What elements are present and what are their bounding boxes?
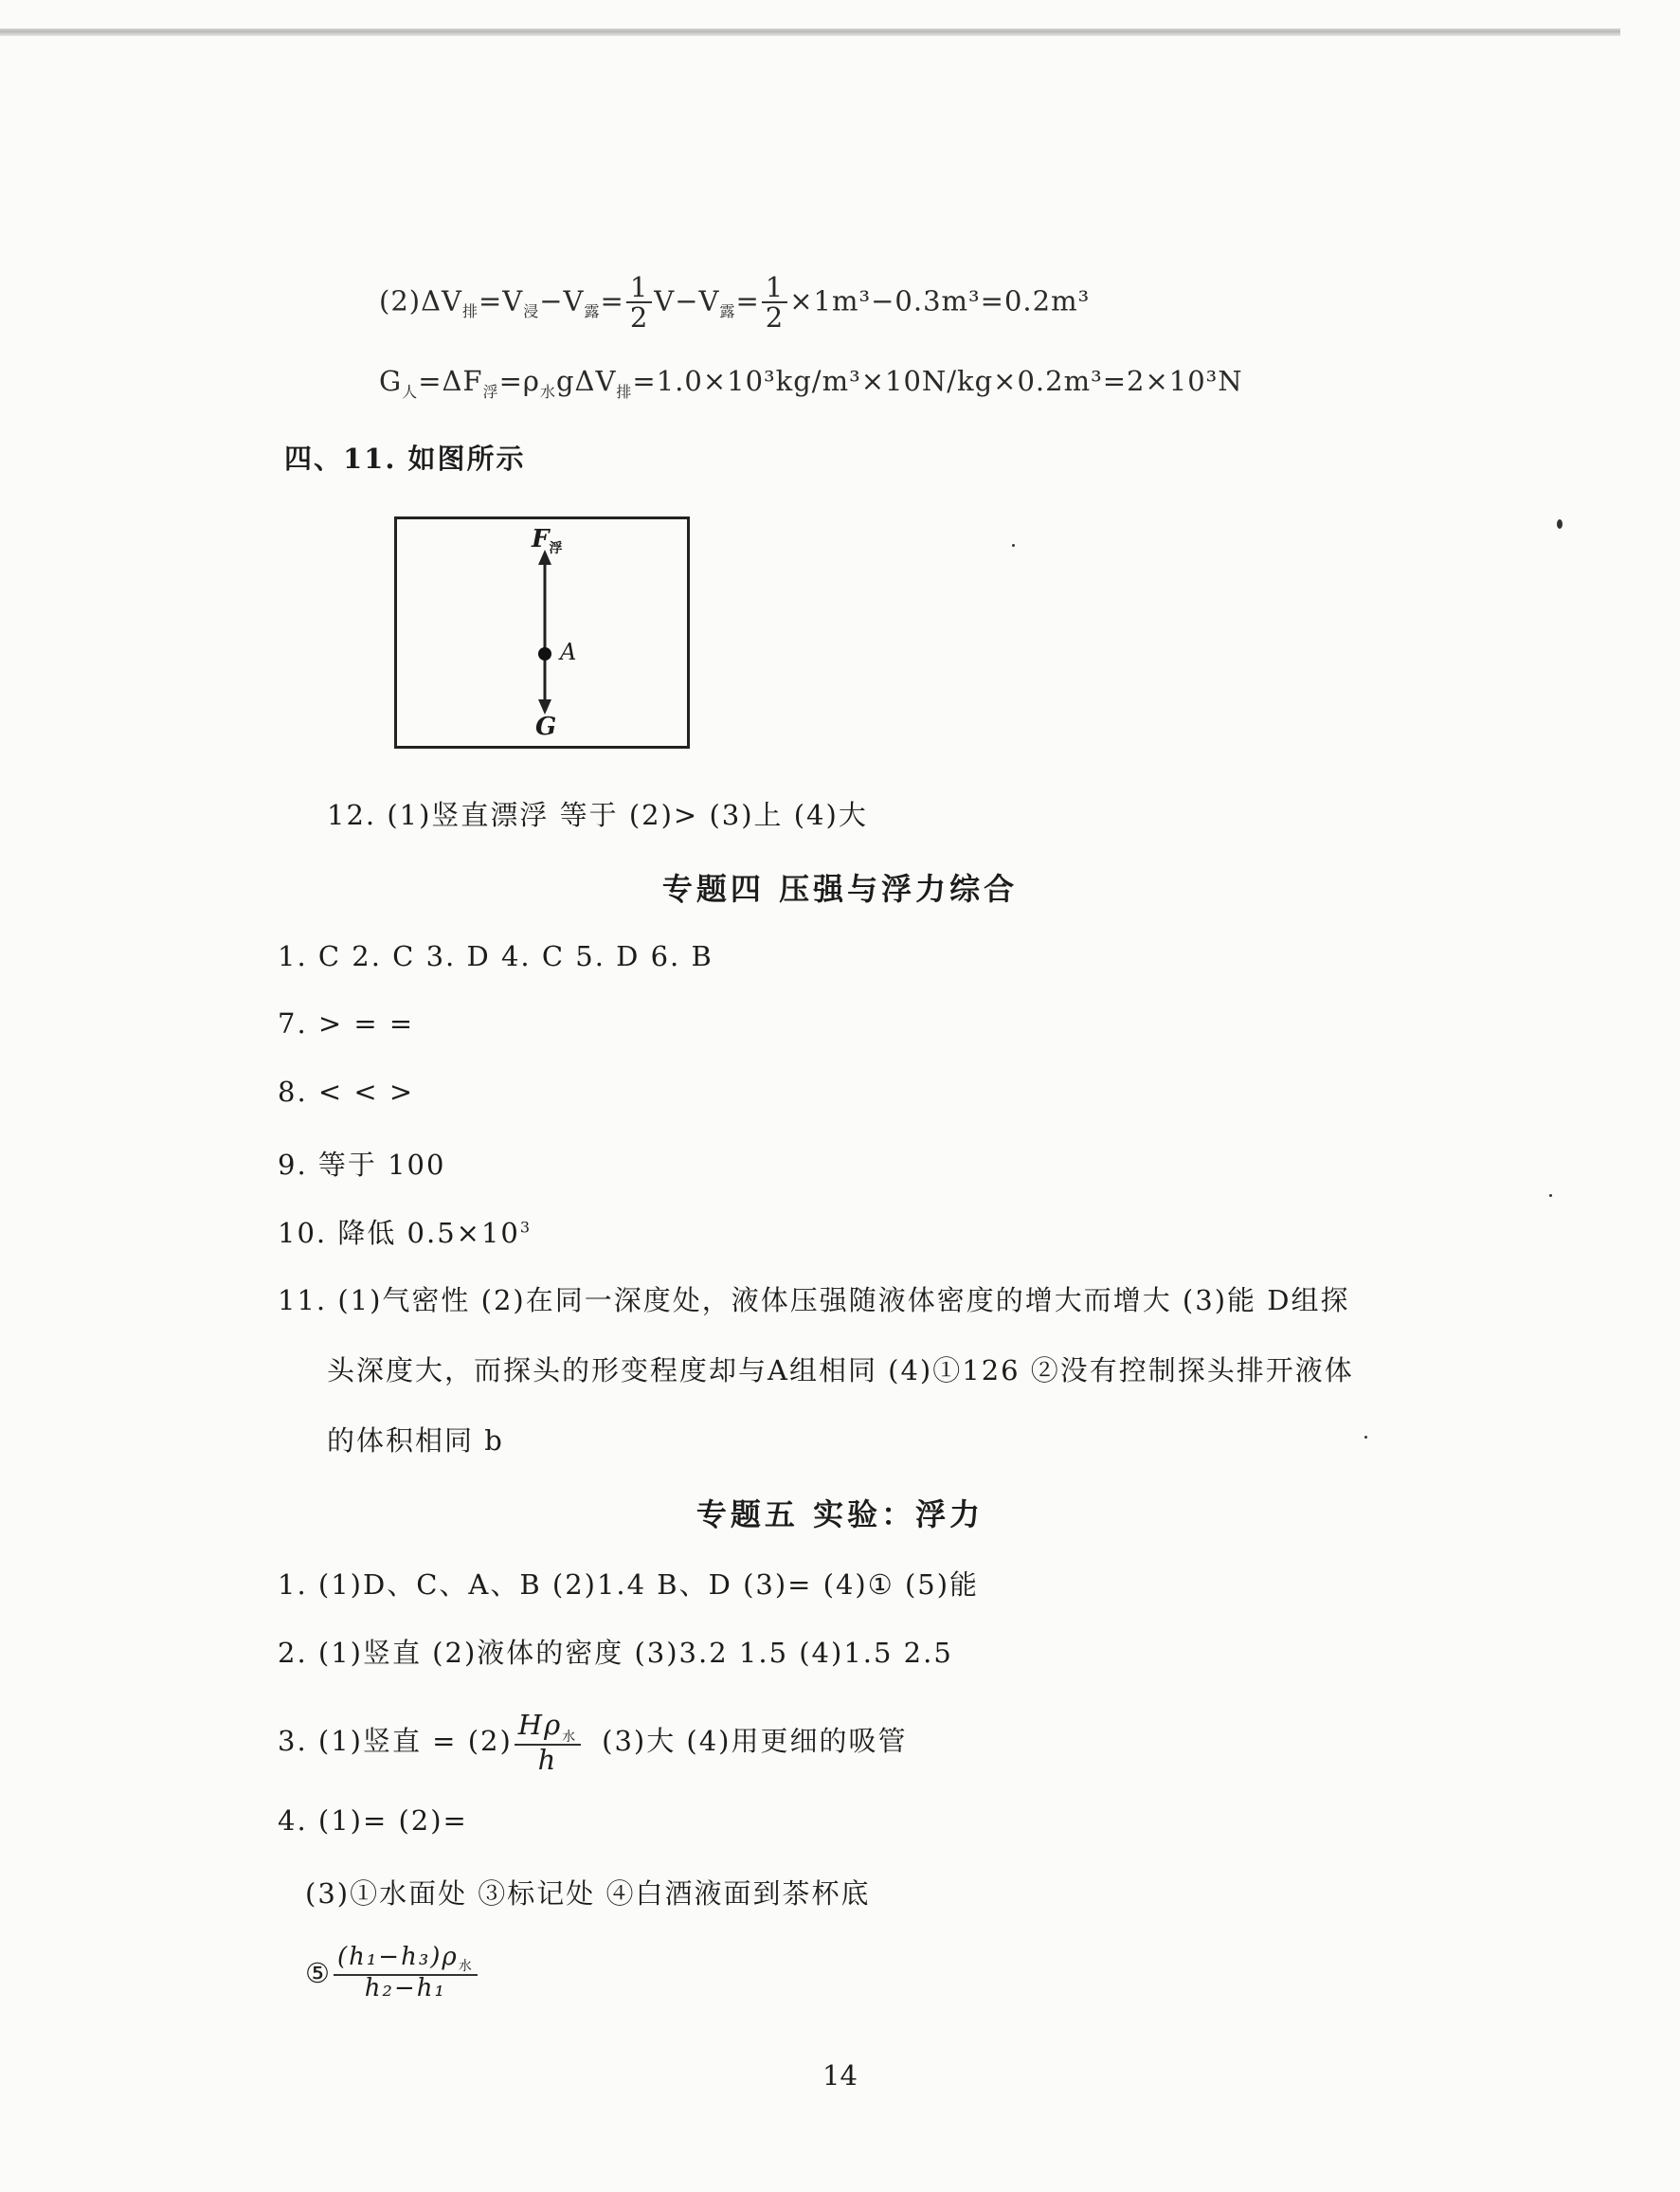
label-buoyancy: $F_浮$	[532, 525, 563, 557]
topic5-q4-line1: 4. (1)= (2)=	[278, 1804, 468, 1837]
label-gravity: G	[535, 713, 557, 741]
fraction-half-2: $\frac{1}{2}$	[762, 273, 787, 333]
point-a-dot	[538, 647, 551, 661]
topic4-q11-line1: 11. (1)气密性 (2)在同一深度处，液体压强随液体密度的增大而增大 (3)能 D组探	[278, 1284, 1350, 1316]
topic4-q9: 9. 等于 100	[278, 1149, 446, 1181]
fraction-half-1: $\frac{1}{2}$	[626, 273, 652, 333]
topic5-q4-line3: ⑤ $\frac{(h_1-h_3)\rho_水}{\text{h₂−h₁}}$	[305, 1945, 479, 2002]
scan-top-edge	[0, 28, 1620, 36]
topic5-q2: 2. (1)竖直 (2)液体的密度 (3)3.2 1.5 (4)1.5 2.5	[278, 1637, 953, 1669]
calc-line-1: $(2)\Delta V_排=V_浸-V_露=$ $\frac{1}{2}$ $V-V_露=$ $\frac{1}{2}$ ×1m³−0.3m³=0.2m³	[379, 271, 1091, 335]
topic4-q11-line3: 的体积相同 b	[327, 1424, 504, 1457]
topic5-q4-line2: (3)①水面处 ③标记处 ④白酒液面到茶杯底	[305, 1877, 871, 1910]
section4-q11: 四、11. 如图所示	[284, 443, 526, 475]
topic4-q8: 8. < < >	[278, 1076, 415, 1108]
page-number: 14	[822, 2059, 858, 2092]
label-point-a: A	[560, 639, 577, 665]
topic4-q11-line2: 头深度大，而探头的形变程度却与A组相同 (4)①126 ②没有控制探头排开液体	[327, 1354, 1354, 1386]
topic5-q3: 3. (1)竖直 = (2) $\frac{H\rho_水}{h}$ (3)大 (4)用更细的吸管	[278, 1709, 908, 1777]
scan-speck	[1364, 1436, 1367, 1439]
fraction-density-expression: $\frac{(h_1-h_3)\rho_水}{\text{h₂−h₁}}$	[334, 1945, 478, 2002]
topic4-q1-6: 1. C 2. C 3. D 4. C 5. D 6. B	[278, 940, 714, 972]
scan-speck	[1549, 1194, 1552, 1197]
section4-q12: 12. (1)竖直漂浮 等于 (2)> (3)上 (4)大	[327, 799, 868, 831]
fraction-h-rho-over-h: $\frac{H\rho_水}{h}$	[515, 1711, 581, 1775]
scan-speck	[1557, 519, 1563, 529]
topic5-heading: 专题五 实验：浮力	[695, 1496, 985, 1532]
scan-speck	[1012, 544, 1015, 547]
topic4-q10: 10. 降低 $0.5\times 10^3$	[278, 1217, 533, 1249]
calc-line-2: $G_人=\Delta F_浮=\rho_水g\Delta V_排=1.0\times 10^3kg/m^3\times 10N/kg\times 0.2m^3=2\times 10^3N$	[379, 365, 1243, 401]
force-diagram	[394, 516, 690, 749]
topic4-q7: 7. > = =	[278, 1007, 415, 1040]
topic5-q1: 1. (1)D、C、A、B (2)1.4 B、D (3)= (4)① (5)能	[278, 1568, 980, 1601]
topic4-heading: 专题四 压强与浮力综合	[661, 871, 1019, 907]
